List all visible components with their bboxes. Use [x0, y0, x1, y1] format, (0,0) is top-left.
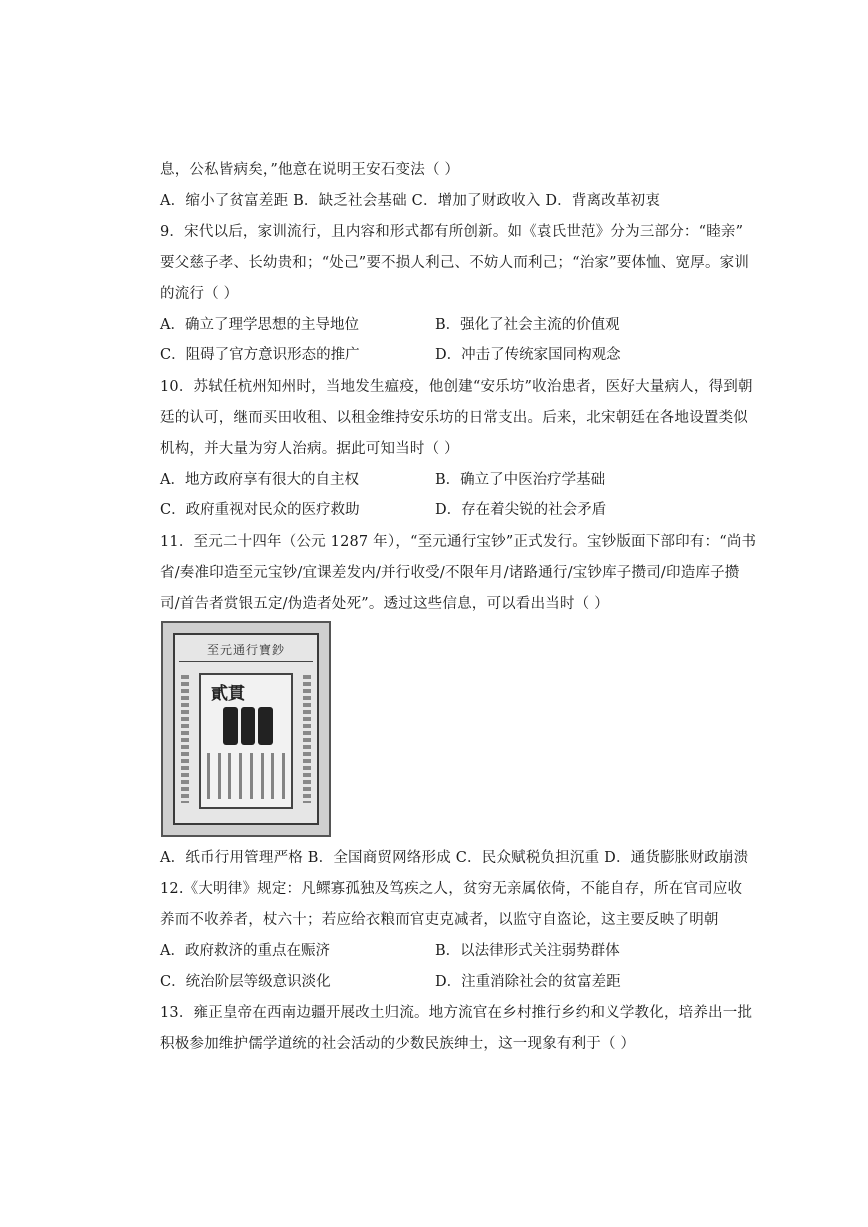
q12-options-row2	[160, 972, 720, 992]
q13-stem-line2: 积极参加维护儒学道统的社会活动的少数民族绅士，这一现象有利于（ ）	[160, 1036, 636, 1052]
q8-options: A．缩小了贫富差距 B．缺乏社会基础 C．增加了财政收入 D．背离改革初衷	[160, 193, 661, 209]
q12-options-row1	[160, 941, 720, 961]
banknote-center-frame	[199, 673, 293, 809]
banknote-coin-strings	[223, 707, 273, 745]
q9-option-b: B．强化了社会主流的价值观	[435, 317, 620, 333]
yuan-banknote-image	[161, 621, 331, 837]
q10-option-b: B．确立了中医治疗学基础	[435, 472, 606, 488]
q8-stem-tail: 息，公私皆病矣，”他意在说明王安石变法（ ）	[160, 162, 460, 178]
q9-option-a: A．确立了理学思想的主导地位	[160, 317, 359, 333]
banknote-border	[173, 633, 319, 825]
q9-option-c: C．阻碍了官方意识形态的推广	[160, 347, 360, 363]
q10-option-c: C．政府重视对民众的医疗救助	[160, 502, 360, 518]
q11-stem-line1: 11．至元二十四年（公元 1287 年），“至元通行宝钞”正式发行。宝钞版面下部印有：“尚书	[160, 534, 757, 550]
banknote-title: 至元通行寶鈔	[179, 639, 313, 662]
q10-option-d: D．存在着尖锐的社会矛盾	[435, 502, 607, 518]
q11-stem-line3: 司/首告者赏银五定/伪造者处死”。透过这些信息，可以看出当时（ ）	[160, 596, 609, 612]
q9-options-row2	[160, 345, 720, 365]
q10-stem-line3: 机构，并大量为穷人治病。据此可知当时（ ）	[160, 441, 459, 457]
q12-option-b: B．以法律形式关注弱势群体	[435, 943, 620, 959]
banknote-value: 貳貫	[211, 684, 245, 704]
q12-stem-line1: 12.《大明律》规定：凡鳏寡孤独及笃疾之人，贫穷无亲属依倚，不能自存，所在官司应收	[160, 881, 743, 897]
q9-stem-line3: 的流行（ ）	[160, 286, 239, 302]
banknote-right-ornament	[303, 675, 311, 803]
banknote-left-ornament	[181, 675, 189, 803]
q9-options-row1	[160, 315, 720, 335]
q10-option-a: A．地方政府享有很大的自主权	[160, 472, 359, 488]
banknote-text-columns	[207, 753, 285, 799]
q10-options-row2	[160, 500, 720, 520]
q11-options: A．纸币行用管理严格 B．全国商贸网络形成 C．民众赋税负担沉重 D．通货膨胀财政崩溃	[160, 850, 749, 866]
q13-stem-line1: 13．雍正皇帝在西南边疆开展改土归流。地方流官在乡村推行乡约和义学教化，培养出一批	[160, 1005, 753, 1021]
q10-stem-line1: 10．苏轼任杭州知州时，当地发生瘟疫，他创建“安乐坊”收治患者，医好大量病人，得到朝	[160, 379, 753, 395]
q12-option-c: C．统治阶层等级意识淡化	[160, 974, 331, 990]
q10-stem-line2: 廷的认可，继而买田收租、以租金维持安乐坊的日常支出。后来，北宋朝廷在各地设置类似	[160, 410, 748, 426]
q11-stem-line2: 省/奏准印造至元宝钞/宜课差发内/并行收受/不限年月/诸路通行/宝钞库子攒司/印造库子攒	[160, 565, 740, 581]
q9-stem-line1: 9．宋代以后，家训流行，且内容和形式都有所创新。如《袁氏世范》分为三部分：“睦亲”	[160, 224, 744, 240]
q12-option-d: D．注重消除社会的贫富差距	[435, 974, 621, 990]
q12-stem-line2: 养而不收养者，杖六十；若应给衣粮而官吏克减者，以监守自盗论，这主要反映了明朝	[160, 912, 719, 928]
q9-stem-line2: 要父慈子孝、长幼贵和；“处己”要不损人利己、不妨人而利己；“治家”要体恤、宽厚。家训	[160, 255, 750, 271]
q9-option-d: D．冲击了传统家国同构观念	[435, 347, 621, 363]
q12-option-a: A．政府救济的重点在赈济	[160, 943, 330, 959]
q10-options-row1	[160, 470, 720, 490]
